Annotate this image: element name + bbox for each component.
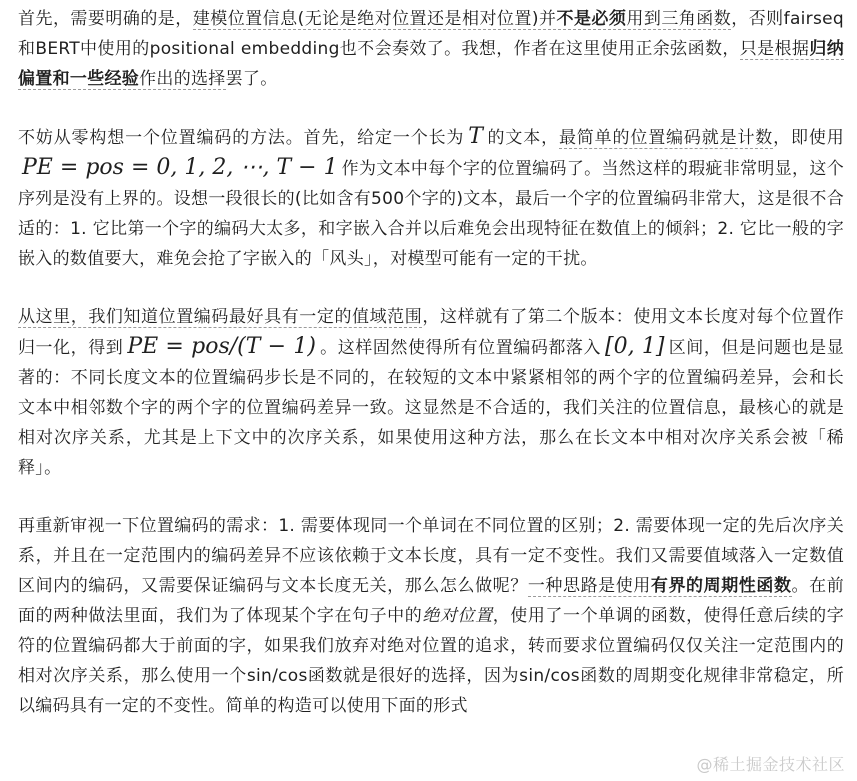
text-run: 作为文本中每个字的位置编码了。当然这样的瑕疵非常明显，这个序列是没有上界的。设想一段很长的(比如含有500个字的)文本，最后一个字的位置编码非常大，这是很不合适的：1. 它比第一个字的编码大太多，和字嵌入合并以后难免会出现特征在数值上的倾斜；2. 它比一般的字嵌入的数值要大，难免会抢了字嵌入的「风头」，对模型可能有一定的干扰。 [18,159,844,269]
text-run: 作出的选择 [139,69,226,89]
highlighted-phrase [528,576,792,597]
text-run: 一种思路是使用 [527,576,651,596]
text-run: ，这样就有了第二个版本：使用文本长度对每个位置作归一化，得到 [18,307,845,358]
paragraph-3 [18,302,844,483]
site-watermark: @稀土掘金技术社区 [694,752,847,775]
paragraph-2 [18,122,844,274]
math-formula: PE = pos/(T − 1) [127,334,316,359]
article-body [18,4,844,749]
text-run: 不妨从零构想一个位置编码的方法。首先，给定一个长为 [18,128,465,148]
text-run: ，即使用 [773,128,845,148]
text-run: 用到三角函数 [626,9,732,29]
highlighted-phrase [193,9,731,30]
text-run: 的文本， [486,128,559,148]
text-run: 建模位置信息(无论是绝对位置还是相对位置)并 [192,9,557,29]
text-run: 再重新审视一下位置编码的需求：1. 需要体现同一个单词在不同位置的区别；2. 需要体现一定的先后次序关系，并且在一定范围内的编码差异不应该依赖于文本长度，具有一定不变性。我们又需要值域落入一定数值区间内的编码，又需要保证编码与文本长度无关，那么怎么做呢？ [18,516,844,596]
text-run: 。在前面的两种做法里面，我们为了体现某个字在句子中的 [18,576,844,626]
bold-phrase: 有界的周期性函数 [650,576,792,596]
math-formula: [0, 1] [605,334,665,359]
math-formula: T [468,124,483,149]
highlighted-phrase: 从这里，我们知道位置编码最好具有一定的值域范围 [18,307,423,327]
text-run: 罢了。 [225,69,278,89]
highlighted-phrase: 最简单的位置编码就是计数 [558,128,774,148]
text-run: 。这样固然使得所有位置编码都落入 [319,338,602,358]
text-run: ，否则fairseq和BERT中使用的positional embedding也不会奏效了。我想，作者在这里使用正余弦函数， [18,9,844,59]
paragraph-1 [18,4,844,94]
bold-phrase: 归纳偏置和一些经验 [18,39,845,89]
text-run: ，使用了一个单调的函数，使得任意后续的字符的位置编码都大于前面的字，如果我们放弃对绝对位置的追求，转而要求位置编码仅仅关注一定范围内的相对次序关系，那么使用一个sin/cos函数就是很好的选择，因为sin/cos函数的周期变化规律非常稳定，所以编码具有一定的不变性。简单的构造可以使用下面的形式 [18,606,845,716]
text-run: 首先，需要明确的是， [18,9,193,29]
bold-phrase: 不是必须 [556,9,627,29]
math-formula: PE = pos = 0, 1, 2, ⋯, T − 1 [22,155,338,180]
paragraph-4 [18,511,844,721]
text-run: 区间，但是问题也是显著的：不同长度文本的位置编码步长是不同的，在较短的文本中紧紧相邻的两个字的位置编码差异，会和长文本中相邻数个字的两个字的位置编码差异一致。这显然是不合适的，我们关注的位置信息，最核心的就是相对次序关系，尤其是上下文中的次序关系，如果使用这种方法，那么在长文本中相对次序关系会被「稀释」。 [18,338,844,478]
italic-phrase: 绝对位置 [422,606,493,626]
text-run: 只是根据 [739,39,810,59]
